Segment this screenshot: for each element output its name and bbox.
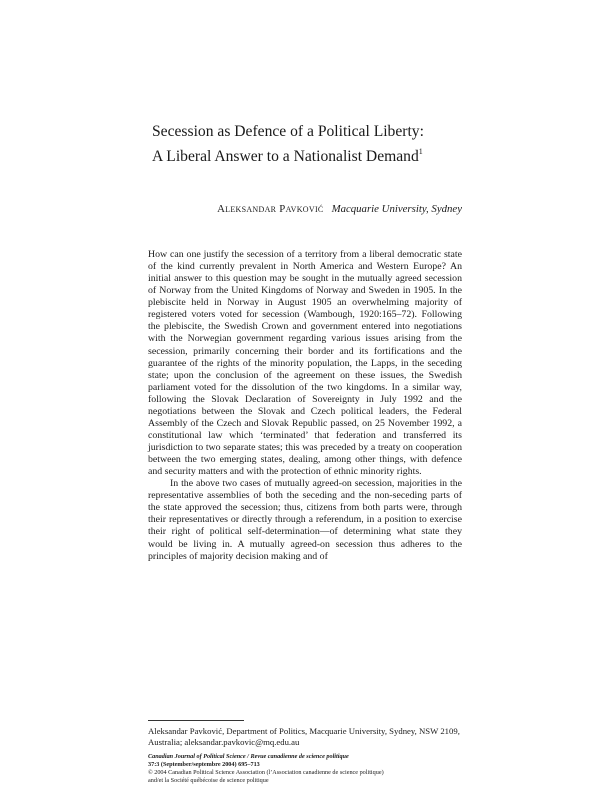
journal-copyright-cont: and/et la Société québécoise de science politique xyxy=(148,777,269,784)
author-footnote: Aleksandar Pavković, Department of Politics, Macquarie University, Sydney, NSW 2109, Australia; aleksandar.pavkovic@mq.edu.au xyxy=(148,726,460,747)
journal-copyright: © 2004 Canadian Political Science Association (l’Association canadienne de science politique) xyxy=(148,769,384,776)
journal-issue: 37:3 (September/septembre 2004) 695–713 xyxy=(148,761,260,768)
title-line-2: A Liberal Answer to a Nationalist Demand xyxy=(152,148,419,165)
body-paragraph: In the above two cases of mutually agreed-on secession, majorities in the representative assemblies of both the seceding and the non-seceding parts of the state approved the secession; thus, citizens from both parts were, through their representatives or directly through a referendum, in a position to exercise their right of political self-determination—of determining what state they would be living in. A mutually agreed-on secession thus adheres to the principles of majority decision making and of xyxy=(148,478,462,562)
article-title xyxy=(152,122,472,167)
title-line-1: Secession as Defence of a Political Liberty: xyxy=(152,123,424,140)
journal-name: Canadian Journal of Political Science / Revue canadienne de science politique xyxy=(148,753,349,760)
footnote-divider xyxy=(148,720,244,721)
journal-info xyxy=(148,753,462,785)
author-name: Aleksandar Pavković xyxy=(217,203,324,215)
title-footnote-marker: 1 xyxy=(418,147,423,156)
byline xyxy=(152,203,462,215)
body-paragraph: How can one justify the secession of a territory from a liberal democratic state of the kind currently prevalent in North America and Western Europe? An initial answer to this question may be sought in the mutually agreed secession of Norway from the United Kingdoms of Norway and Sweden in 1905. In the plebiscite held in Norway in August 1905 an overwhelming majority of registered voters voted for secession (Wambough, 1920:165–72). Following the plebiscite, the Swedish Crown and government entered into negotiations with the Norwegian government regarding various issues arising from the secession, primarily concerning their border and its fortifications and the guarantee of the rights of the minority population, the Lapps, in the seceding state; upon the conclusion of the agreement on these issues, the Swedish parliament voted for the dissolution of the two kingdoms. In a similar way, following the Slovak Declaration of Sovereignty in July 1992 and the negotiations between the Slovak and Czech political leaders, the Federal Assembly of the Czech and Slovak Republic passed, on 25 November 1992, a constitutional law which ‘terminated’ that federation and transferred its jurisdiction to two separate states; this was preceded by a treaty on cooperation between the two emerging states, dealing, among other things, with defence and security matters and with the protection of ethnic minority rights. xyxy=(148,249,462,478)
author-affiliation: Macquarie University, Sydney xyxy=(331,203,462,215)
article-body xyxy=(148,249,462,563)
